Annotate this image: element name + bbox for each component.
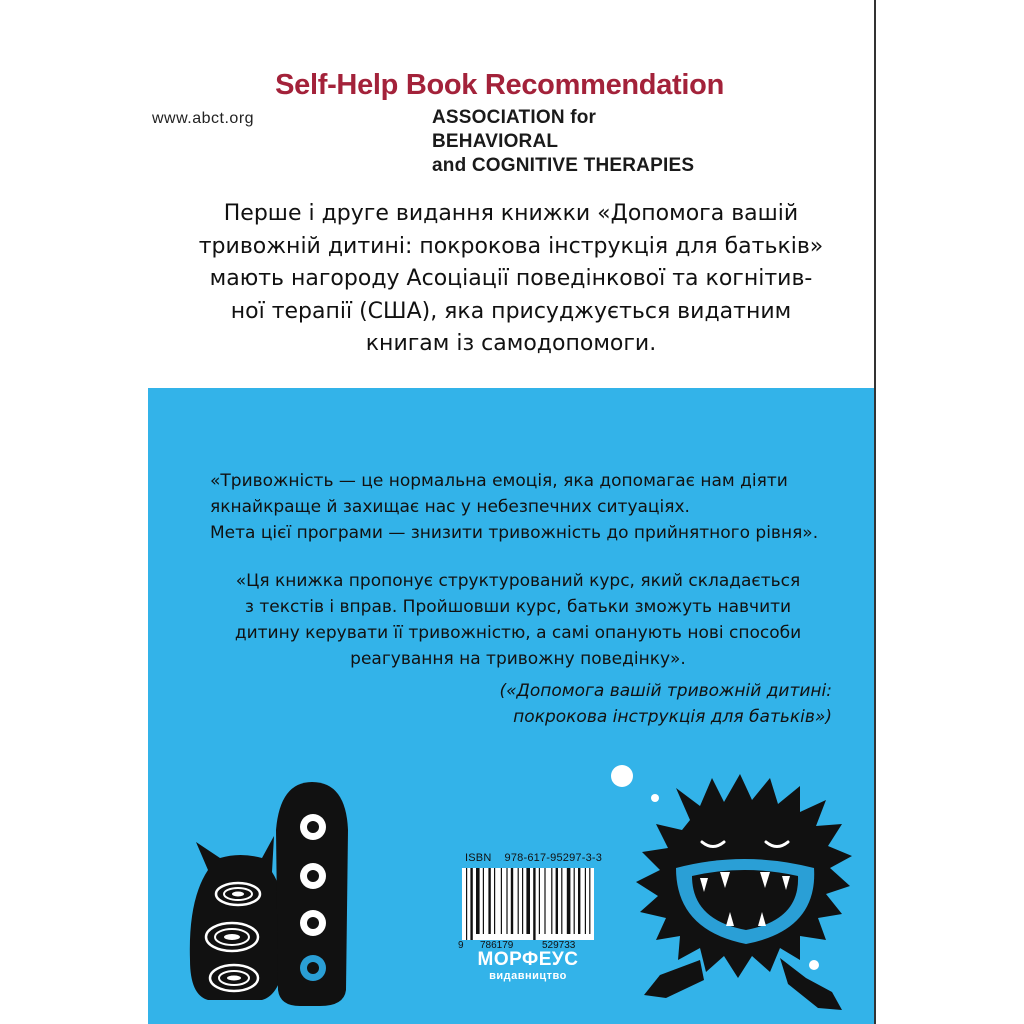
barcode-icon — [462, 868, 594, 940]
barcode-bar — [466, 868, 467, 940]
barcode-bar — [476, 868, 480, 934]
barcode-bar — [551, 868, 552, 934]
quote-line: «Ця книжка пропонує структурований курс, який складається — [235, 571, 801, 591]
barcode-bar — [488, 868, 490, 934]
isbn-line — [465, 852, 602, 864]
association-line-2: and COGNITIVE THERAPIES — [432, 155, 695, 176]
association-line-1: ASSOCIATION for BEHAVIORAL — [432, 107, 597, 152]
award-line: мають нагороду Асоціації поведінкової та когнітив- — [209, 266, 813, 291]
barcode-bar — [533, 868, 535, 940]
quote-line: «Тривожність — це нормальна емоція, яка допомагає нам діяти — [210, 471, 788, 491]
award-line: ної терапії (США), яка присуджується видатним — [230, 298, 792, 324]
barcode-bar — [544, 868, 545, 934]
barcode-bar — [511, 868, 513, 934]
tall-eyes-monster-icon — [276, 782, 348, 1006]
quote-line: якнайкраще й захищає нас у небезпечних ситуаціях. — [210, 497, 690, 517]
barcode-bar — [470, 868, 472, 940]
barcode-bar — [522, 868, 523, 934]
barcode-digits-right: 529733 — [542, 940, 576, 951]
award-line: Перше і друге видання книжки «Допомога вашій — [223, 201, 799, 226]
barcode-bar — [501, 868, 502, 934]
furry-monster-icon — [636, 774, 852, 1010]
barcode-digit-first: 9 — [458, 940, 464, 951]
source-line: («Допомога вашій тривожній дитині: — [499, 681, 832, 701]
barcode-bar — [506, 868, 507, 934]
quote-line: реагування на тривожну поведінку». — [350, 649, 686, 669]
barcode-bar — [483, 868, 484, 934]
award-line: тривожній дитині: покрокова інструкція для батьків» — [198, 233, 824, 259]
isbn-number: 978-617-95297-3-3 — [504, 852, 603, 864]
barcode-bar — [561, 868, 562, 934]
barcode-bar — [494, 868, 495, 934]
barcode-bar — [518, 868, 519, 934]
barcode-bar — [578, 868, 580, 934]
badge-title: Self-Help Book Recommendation — [275, 69, 724, 101]
quote-line: з текстів і вправ. Пройшовши курс, батьки зможуть навчити — [244, 597, 792, 617]
barcode-bar — [589, 868, 590, 934]
badge-url: www.abct.org — [152, 110, 255, 127]
barcode-bar — [539, 868, 540, 934]
quote-line: Мета цієї програми — знизити тривожність до прийнятного рівня». — [210, 523, 819, 543]
award-line: книгам із самодопомоги. — [365, 331, 657, 356]
publisher-name: МОРФЕУС — [477, 949, 579, 970]
source-line: покрокова інструкція для батьків») — [513, 707, 832, 727]
cat-monster-icon — [190, 836, 286, 1000]
quote-line: дитину керувати її тривожністю, а самі опанують нові способи — [234, 623, 802, 643]
isbn-label: ISBN — [465, 852, 492, 864]
publisher-logo — [468, 950, 588, 983]
barcode-bar — [556, 868, 558, 934]
barcode-bar — [574, 868, 575, 934]
barcode-bar — [567, 868, 571, 934]
publisher-subtitle: видавництво — [489, 970, 567, 982]
barcode-bar — [585, 868, 586, 934]
barcode-digits-left: 786179 — [480, 940, 514, 951]
barcode-bar — [526, 868, 530, 934]
